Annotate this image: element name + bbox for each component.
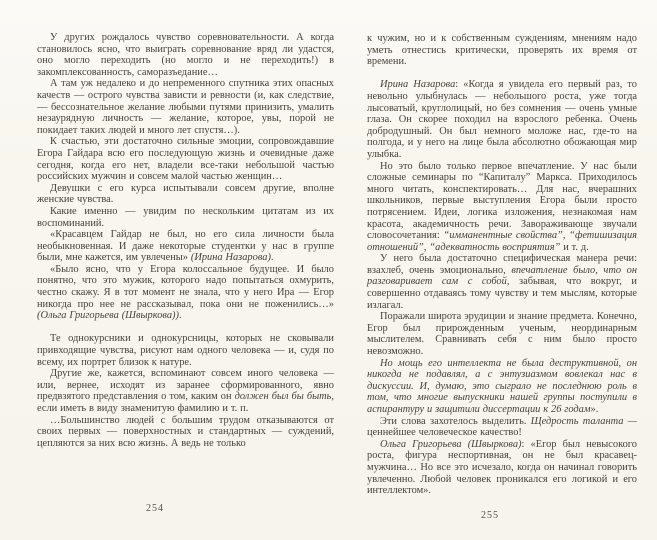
text-segment: Другие же, кажется, вспоминают совсем иного человека — или, вернее, исходят из заранее сформированного, явно предвзятого представления о том, каким он — [37, 368, 334, 403]
text-segment: ценнейшее человеческое качество! — [367, 427, 522, 439]
page-right-text — [367, 33, 637, 497]
text-segment: К счастью, эти достаточно сильные эмоции, сопровождавшие Егора Гайдара всю его последующую жизнь и очевидные даже сегодня, когда его нет, владели все-таки небольшой частью российских мужчин и совсем малой частью женщин… — [37, 136, 334, 183]
text-segment: , забывая, что вокруг, и совершенно отдаваясь тому чувству и тем мыслям, которые излагал. — [367, 276, 637, 311]
italic-text-segment: “имманентные свойства” — [443, 230, 563, 242]
text-segment: Девушки с его курса испытывали совсем другие, вполне женские чувства. — [37, 182, 334, 206]
text-segment: ». — [590, 404, 599, 415]
text-segment: «Было ясно, что у Егора колоссальное будущее. И было понятно, что это мужик, которого надо попытаться охмурить, честно скажу. Я в тот момент не знала, что у него Ира — Егор никогда про нее не рассказывал, пока они не поженились…» — [37, 263, 334, 310]
text-segment: Те однокурсники и однокурсницы, которых не сковывали привходящие чувства, рисуют нам одного человека — и, судя по всему, их портрет близок к натуре. — [37, 333, 334, 368]
page-number-right: 255 — [481, 510, 499, 521]
italic-text-segment: Но мощь его интеллекта не была деструктивной, он никогда не подавлял, а с энтузиазмом вовлекал нас в дискуссии. И, думаю, это сыграло не последнюю роль в том, что многие выпускники нашей группы поступили в аспирантуру и защитили диссертации к 26 годам — [367, 357, 637, 415]
paragraph — [367, 439, 637, 497]
text-segment: , — [423, 241, 430, 253]
paragraph — [37, 264, 334, 322]
italic-text-segment: Ирина Назарова — [380, 79, 456, 91]
text-segment: Эти слова захотелось выделить. — [380, 415, 531, 427]
paragraph — [37, 32, 334, 78]
text-segment: Но это было только первое впечатление. У нас были сложные семинары по “Капиталу” Маркса. Приходилось много читать, конспектировать… Для нас, вчерашних школьников, первые выступления Егора были просто потрясением. Идеи, логика изложения, незнакомая нам красота, академичность речи. Завораживающе звучали словосочетания: — [367, 160, 637, 242]
paragraph — [367, 161, 637, 254]
paragraph — [367, 358, 637, 416]
text-segment: У него была достаточно специфическая манера речи: взахлеб, очень эмоционально, — [367, 253, 637, 276]
page-left-text — [37, 32, 334, 449]
paragraph — [367, 416, 637, 439]
text-segment: Какие именно — увидим по нескольким цитатам из их воспоминаний. — [37, 205, 334, 229]
paragraph — [37, 415, 334, 450]
italic-text-segment: впечатление было, что он разговаривает сам с собой — [367, 264, 637, 288]
text-segment: , если иметь в виду знаменитую фамилию и т. п. — [37, 391, 334, 414]
paragraph — [367, 253, 637, 311]
text-segment: «Красавцем Гайдар не был, но его сила личности была необыкновенная. И даже некоторые студентки у нас в группе были, мне кажется, им увлечены» — [37, 229, 334, 264]
text-segment: : «Когда я увидела его первый раз, то невольно улыбнулась — небольшого роста, уже тогда лысоватый, круглолицый, но без сомнения — очень умные глаза. Он скорее походил на взрослого ребенка. Очень добродушный. Он был немного моложе нас, где-то на полгода, и у него на лице была абсолютно обожающая мир улыбка. — [367, 79, 637, 160]
text-segment: : «Егор был невысокого роста, фигура неспортивная, он не был красавец-мужчина… Но все это исчезало, когда он начинал говорить увлеченно. Любой человек проникался его логикой и его интеллектом». — [367, 438, 637, 497]
paragraph — [37, 206, 334, 229]
italic-text-segment: “фетишизация отношений” — [367, 230, 638, 253]
text-segment: к чужим, но и к собственным суждениям, мнениям надо уметь отнестись критически, проверять их время от времени. — [367, 33, 637, 68]
text-segment: . — [178, 310, 182, 322]
text-segment: , — [562, 230, 570, 242]
paragraph — [37, 136, 334, 182]
italic-text-segment: “адекватность восприятия” — [429, 241, 561, 253]
italic-text-segment: Щедрость таланта — — [530, 415, 637, 427]
page-number-left: 254 — [146, 503, 164, 514]
italic-text-segment: (Ирина Назарова) — [190, 252, 271, 264]
italic-text-segment: (Ольга Григорьева (Швыркова)) — [37, 310, 179, 322]
paragraph — [367, 311, 637, 357]
paragraph — [367, 33, 637, 68]
text-segment: Поражали широта эрудиции и знание предмета. Конечно, Егор был прирожденным ученым, неординарным мыслителем. Сравнивать себя с ним было просто невозможно. — [367, 311, 637, 358]
paragraph — [37, 78, 334, 136]
italic-text-segment: должен был бы быть — [234, 391, 332, 403]
paragraph — [367, 79, 637, 160]
text-segment: А там уж недалеко и до непременного спутника этих опасных качеств — острого чувства зависти и ревности (и, как следствие, — бессознательное желание любыми путями принизить, умалить незаурядную личность — желание, которое, увы, порой не покидает таких людей и много лет спустя…). — [37, 78, 334, 136]
text-segment: …Большинство людей с большим трудом отказываются от своих первых — поверхностных и стандартных — суждений, цепляются за них всю жизнь. А ведь не только — [37, 414, 334, 449]
italic-text-segment: Ольга Григорьева (Швыркова) — [380, 438, 522, 450]
paragraph — [37, 183, 334, 206]
text-segment: и т. д. — [560, 241, 589, 253]
text-segment: У других рождалось чувство соревновательности. А когда становилось ясно, что выиграть соревнование вряд ли удастся, оно могло переходить (но могло и не переходить!) в закомплексованность, саморазъедание… — [37, 32, 334, 78]
paragraph — [37, 368, 334, 414]
text-segment: . — [270, 252, 274, 264]
paragraph — [37, 229, 334, 264]
paragraph — [37, 333, 334, 368]
